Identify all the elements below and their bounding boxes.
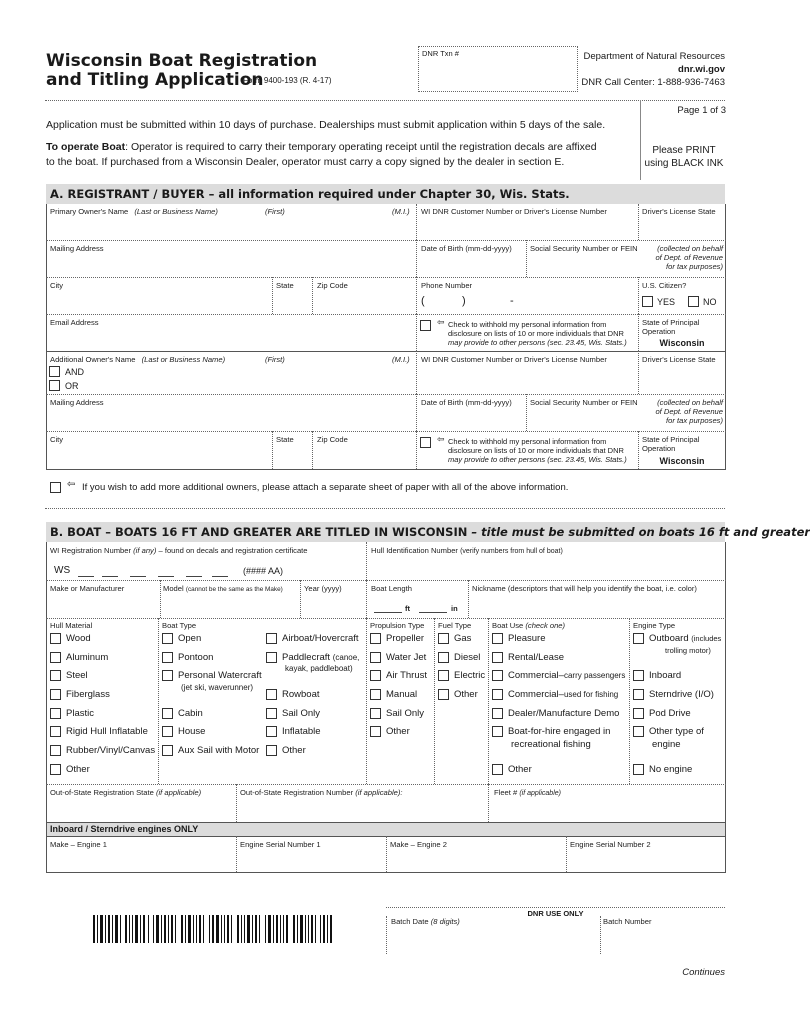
fuel-gas-checkbox[interactable] (438, 633, 449, 644)
hull-wood-option[interactable]: Wood (50, 633, 91, 644)
type-inflatable-option[interactable]: Inflatable (266, 726, 321, 737)
fleet-input[interactable] (490, 798, 723, 820)
wi-reg-label: WI Registration Number (if any) – found on decals and registration certificate (50, 546, 308, 555)
boat-length-label: Boat Length (371, 584, 412, 593)
fuel-type-label: Fuel Type (438, 621, 472, 630)
prop-other-option[interactable]: Other (370, 726, 410, 737)
make-input[interactable] (48, 594, 158, 616)
engine-outboard-option[interactable]: Outboard (includes (633, 633, 721, 644)
operate-boat-instructions: : Operator is required to carry their temporary operating receipt until the registration decals are affixed (125, 141, 597, 153)
phone-label: Phone Number (421, 281, 473, 290)
batch-date-label: Batch Date (8 digits) (391, 917, 460, 926)
more-owners-text: If you wish to add more additional owners, please attach a separate sheet of paper with all of the above information. (82, 482, 569, 493)
additional-dl-state-label: Driver's License State (642, 355, 716, 364)
print-box (640, 100, 726, 180)
type-aux-sail-option[interactable]: Aux Sail with Motor (162, 745, 259, 756)
section-a-heading: A. REGISTRANT / BUYER – all information required under Chapter 30, Wis. Stats. (46, 184, 725, 204)
withhold2-text-3: may provide to other persons (sec. 23.45, Wis. Stats.) (448, 455, 627, 464)
ssn-label: Social Security Number or FEIN (530, 244, 638, 253)
engine-type-label: Engine Type (633, 621, 676, 630)
additional-owner-input[interactable] (80, 365, 414, 391)
call-center: DNR Call Center: 1-888-936-7463 (581, 77, 725, 88)
propulsion-label: Propulsion Type (370, 621, 425, 630)
hull-plastic-checkbox[interactable] (50, 708, 61, 719)
withhold-text-2: disclosure on lists of 10 or more individuals that DNR (448, 329, 624, 338)
operate-boat-text (46, 140, 646, 155)
additional-dl-state-input[interactable] (640, 365, 724, 391)
fuel-electric-checkbox[interactable] (438, 670, 449, 681)
type-house-option[interactable]: House (162, 726, 205, 737)
primary-owner-input[interactable] (48, 217, 414, 239)
engine-outboard-checkbox[interactable] (633, 633, 644, 644)
arrow-left-icon: ⇦ (67, 479, 76, 490)
pwc-note: (jet ski, waverunner) (181, 683, 254, 692)
use-boat-for-hire-checkbox[interactable] (492, 726, 503, 737)
us-citizen-no-label: NO (703, 297, 717, 307)
arrow-left-icon: ⇦ (437, 317, 445, 327)
type-open-option[interactable]: Open (162, 633, 201, 644)
use-pleasure-checkbox[interactable] (492, 633, 503, 644)
hull-material-label: Hull Material (50, 621, 93, 630)
fuel-gas-option[interactable]: Gas (438, 633, 471, 644)
hull-aluminum-option[interactable]: Aluminum (50, 652, 108, 663)
type-paddlecraft-checkbox[interactable] (266, 652, 277, 663)
primary-owner-label: Primary Owner's Name (Last or Business Name) (50, 207, 218, 216)
city-input[interactable] (48, 291, 270, 313)
phone-dash: - (510, 295, 514, 307)
engine-sterndrive-option[interactable]: Sterndrive (I/O) (633, 689, 714, 700)
additional-zip-input[interactable] (314, 445, 414, 467)
model-input[interactable] (162, 594, 300, 616)
oos-number-label: Out-of-State Registration Number (if applicable): (240, 788, 403, 797)
city-label: City (50, 281, 64, 290)
prop-propeller-checkbox[interactable] (370, 633, 381, 644)
ws-prefix: WS (54, 565, 71, 576)
dl-state-label: Driver's License State (642, 207, 716, 216)
dnr-customer-label: WI DNR Customer Number or Driver's License Number (421, 207, 607, 216)
year-input[interactable] (302, 594, 364, 616)
serial-engine1-input[interactable] (238, 850, 384, 870)
dnr-customer-input[interactable] (418, 217, 638, 239)
use-boat-for-hire-option[interactable]: Boat-for-hire engaged in (492, 726, 610, 737)
make-engine2-label: Make – Engine 2 (390, 840, 447, 849)
hull-other-checkbox[interactable] (50, 764, 61, 775)
additional-mailing-label: Mailing Address (50, 398, 104, 407)
header-divider (45, 100, 725, 101)
type-airboat-option[interactable]: Airboat/Hovercraft (266, 633, 359, 644)
form-number: Form 9400-193 (R. 4-17) (243, 76, 332, 85)
additional-ssn-note-3: for tax purposes) (666, 416, 723, 425)
withhold2-text-1: Check to withhold my personal information from (448, 437, 607, 446)
fuel-electric-option[interactable]: Electric (438, 670, 485, 681)
or-label: OR (65, 381, 79, 391)
ws-format-hint: (#### AA) (243, 566, 284, 576)
additional-mi-label: (M.I.) (392, 355, 410, 364)
hull-plastic-option[interactable]: Plastic (50, 708, 94, 719)
and-checkbox[interactable] (49, 366, 60, 377)
state-operation-label-1: State of Principal (642, 318, 700, 327)
type-sail-only-checkbox[interactable] (266, 708, 277, 719)
withhold-text-3: may provide to other persons (sec. 23.45, Wis. Stats.) (448, 338, 627, 347)
additional-ssn-label: Social Security Number or FEIN (530, 398, 638, 407)
additional-mailing-input[interactable] (48, 408, 414, 430)
additional-state-op-label-2: Operation (642, 444, 676, 453)
type-rowboat-option[interactable]: Rowboat (266, 689, 320, 700)
use-commercial-fishing-option[interactable]: Commercial–used for fishing (492, 689, 618, 700)
type-aux-sail-checkbox[interactable] (162, 745, 173, 756)
hull-steel-checkbox[interactable] (50, 670, 61, 681)
dob-label: Date of Birth (mm-dd-yyyy) (421, 244, 512, 253)
additional-city-label: City (50, 435, 64, 444)
hull-fiberglass-option[interactable]: Fiberglass (50, 689, 110, 700)
hull-rigid-inflatable-checkbox[interactable] (50, 726, 61, 737)
prop-sail-checkbox[interactable] (370, 708, 381, 719)
dob-input[interactable] (418, 254, 524, 276)
form-title-line2: and Titling Application (46, 70, 264, 90)
withhold-info-checkbox-2[interactable] (420, 437, 431, 448)
section-b-heading: B. BOAT – BOATS 16 FT AND GREATER ARE TITLED IN WISCONSIN – title must be submitted on boats 16 ft and greater (46, 522, 725, 542)
year-label: Year (yyyy) (304, 584, 342, 593)
mi-label: (M.I.) (392, 207, 410, 216)
additional-dob-label: Date of Birth (mm-dd-yyyy) (421, 398, 512, 407)
engine-none-option[interactable]: No engine (633, 764, 692, 775)
make-engine2-input[interactable] (388, 850, 564, 870)
ssn-note-3: for tax purposes) (666, 262, 723, 271)
hull-id-input[interactable] (368, 558, 723, 578)
type-pontoon-option[interactable]: Pontoon (162, 652, 213, 663)
use-rental-checkbox[interactable] (492, 652, 503, 663)
paddle-note: kayak, paddleboat) (285, 664, 353, 673)
barcode (93, 915, 333, 943)
make-engine1-label: Make – Engine 1 (50, 840, 107, 849)
continues-label: Continues (682, 967, 725, 978)
serial-engine1-label: Engine Serial Number 1 (240, 840, 321, 849)
engine-inboard-option[interactable]: Inboard (633, 670, 681, 681)
dl-state-input[interactable] (640, 217, 724, 239)
ink-instruction: using BLACK INK (644, 158, 724, 169)
or-checkbox[interactable] (49, 380, 60, 391)
dnr-use-only-label: DNR USE ONLY (527, 909, 584, 918)
us-citizen-yes-checkbox[interactable] (642, 296, 653, 307)
type-paddlecraft-option[interactable]: Paddlecraft (canoe, (266, 652, 359, 663)
email-label: Email Address (50, 318, 99, 327)
engine-pod-checkbox[interactable] (633, 708, 644, 719)
engine-pod-option[interactable]: Pod Drive (633, 708, 691, 719)
print-instruction: Please PRINT (652, 145, 716, 156)
inboard-heading: Inboard / Sterndrive engines ONLY (50, 824, 199, 834)
mailing-address-label: Mailing Address (50, 244, 104, 253)
type-pontoon-checkbox[interactable] (162, 652, 173, 663)
additional-zip-label: Zip Code (317, 435, 348, 444)
type-inflatable-checkbox[interactable] (266, 726, 277, 737)
state-operation-label-2: Operation (642, 327, 676, 336)
hull-other-option[interactable]: Other (50, 764, 90, 775)
wi-reg-input[interactable] (76, 560, 236, 578)
engine-none-checkbox[interactable] (633, 764, 644, 775)
ssn-note-2: of Dept. of Revenue (655, 253, 723, 262)
nickname-input[interactable] (470, 594, 723, 616)
hull-fiberglass-checkbox[interactable] (50, 689, 61, 700)
type-cabin-option[interactable]: Cabin (162, 708, 203, 719)
type-other-option[interactable]: Other (266, 745, 306, 756)
batch-number-label: Batch Number (603, 917, 652, 926)
use-commercial-fishing-checkbox[interactable] (492, 689, 503, 700)
phone-close-paren: ) (462, 295, 466, 307)
withhold-info-checkbox-1[interactable] (420, 320, 431, 331)
zip-input[interactable] (314, 291, 414, 313)
us-citizen-no-checkbox[interactable] (688, 296, 699, 307)
engine-other-checkbox[interactable] (633, 726, 644, 737)
outboard-note: trolling motor) (665, 646, 711, 655)
engine-sterndrive-checkbox[interactable] (633, 689, 644, 700)
boat-type-label: Boat Type (162, 621, 197, 630)
oos-state-label: Out-of-State Registration State (if applicable) (50, 788, 202, 797)
prop-airthrust-option[interactable]: Air Thrust (370, 670, 427, 681)
engine-inboard-checkbox[interactable] (633, 670, 644, 681)
oos-state-input[interactable] (48, 798, 234, 820)
agency-name: Department of Natural Resources (583, 51, 725, 62)
feet-unit: ft (405, 604, 410, 613)
type-pwc-option[interactable]: Personal Watercraft (162, 670, 262, 681)
ssn-note-1: (collected on behalf (657, 244, 723, 253)
prop-airthrust-checkbox[interactable] (370, 670, 381, 681)
mailing-address-input[interactable] (48, 254, 414, 276)
page-number: Page 1 of 3 (677, 105, 726, 116)
hull-rubber-option[interactable]: Rubber/Vinyl/Canvas (50, 745, 155, 756)
additional-ssn-note-2: of Dept. of Revenue (655, 407, 723, 416)
use-dealer-demo-option[interactable]: Dealer/Manufacture Demo (492, 708, 619, 719)
zip-label: Zip Code (317, 281, 348, 290)
ssn-input[interactable] (528, 254, 638, 276)
additional-dnr-customer-input[interactable] (418, 365, 638, 391)
fuel-other-checkbox[interactable] (438, 689, 449, 700)
prop-waterjet-option[interactable]: Water Jet (370, 652, 426, 663)
use-rental-option[interactable]: Rental/Lease (492, 652, 564, 663)
boat-length-input[interactable] (372, 598, 468, 614)
operate-boat-label: To operate Boat (46, 141, 126, 153)
withhold-text-1: Check to withhold my personal information from (448, 320, 607, 329)
prop-manual-checkbox[interactable] (370, 689, 381, 700)
phone-open-paren: ( (421, 295, 425, 307)
phone-input[interactable] (418, 291, 638, 313)
prop-propeller-option[interactable]: Propeller (370, 633, 424, 644)
additional-owner-label: Additional Owner's Name (Last or Business Name) (50, 355, 226, 364)
additional-state-op-value: Wisconsin (659, 456, 705, 466)
us-citizen-yes-label: YES (657, 297, 676, 307)
other-engine-line2: engine (652, 739, 681, 750)
boat-for-hire-line2: recreational fishing (511, 739, 591, 750)
boat-use-label: Boat Use (check one) (492, 621, 566, 630)
make-engine1-input[interactable] (48, 850, 234, 870)
dnr-txn-label: DNR Txn # (422, 49, 459, 58)
use-other-option[interactable]: Other (492, 764, 532, 775)
hull-rubber-checkbox[interactable] (50, 745, 61, 756)
type-rowboat-checkbox[interactable] (266, 689, 277, 700)
additional-ssn-input[interactable] (528, 408, 638, 430)
prop-waterjet-checkbox[interactable] (370, 652, 381, 663)
prop-sail-option[interactable]: Sail Only (370, 708, 424, 719)
fuel-diesel-option[interactable]: Diesel (438, 652, 480, 663)
type-cabin-checkbox[interactable] (162, 708, 173, 719)
agency-website[interactable]: dnr.wi.gov (678, 64, 725, 75)
make-label: Make or Manufacturer (50, 584, 125, 593)
email-input[interactable] (48, 328, 414, 350)
serial-engine2-input[interactable] (568, 850, 723, 870)
inches-unit: in (451, 604, 458, 613)
and-label: AND (65, 367, 85, 377)
use-pleasure-option[interactable]: Pleasure (492, 633, 546, 644)
fleet-label: Fleet # (if applicable) (494, 788, 561, 797)
arrow-left-icon: ⇦ (437, 434, 445, 444)
state-label: State (276, 281, 294, 290)
type-house-checkbox[interactable] (162, 726, 173, 737)
nickname-label: Nickname (descriptors that will help you identify the boat, i.e. color) (472, 584, 697, 593)
state-operation-value: Wisconsin (659, 338, 705, 348)
use-commercial-passengers-checkbox[interactable] (492, 670, 503, 681)
additional-dob-input[interactable] (418, 408, 524, 430)
first-name-label: (First) (265, 207, 285, 216)
engine-other-option[interactable]: Other type of (633, 726, 704, 737)
hull-steel-option[interactable]: Steel (50, 670, 88, 681)
form-title-line1: Wisconsin Boat Registration (46, 51, 318, 71)
hull-aluminum-checkbox[interactable] (50, 652, 61, 663)
additional-first-label: (First) (265, 355, 285, 364)
batch-date-input[interactable] (388, 928, 598, 952)
type-airboat-checkbox[interactable] (266, 633, 277, 644)
type-open-checkbox[interactable] (162, 633, 173, 644)
additional-city-input[interactable] (48, 445, 270, 467)
hull-rigid-inflatable-option[interactable]: Rigid Hull Inflatable (50, 726, 148, 737)
additional-ssn-note-1: (collected on behalf (657, 398, 723, 407)
serial-engine2-label: Engine Serial Number 2 (570, 840, 651, 849)
type-pwc-checkbox[interactable] (162, 670, 173, 681)
model-label: Model (cannot be the same as the Make) (163, 584, 283, 593)
more-owners-checkbox[interactable] (50, 482, 61, 493)
batch-number-input[interactable] (602, 928, 723, 952)
use-other-checkbox[interactable] (492, 764, 503, 775)
operate-boat-text-line2: to the boat. If purchased from a Wisconsin Dealer, operator must carry a copy signed by the dealer in section E. (46, 156, 565, 168)
use-commercial-passengers-option[interactable]: Commercial–carry passengers (492, 670, 625, 681)
type-sail-only-option[interactable]: Sail Only (266, 708, 320, 719)
state-input[interactable] (274, 291, 310, 313)
prop-other-checkbox[interactable] (370, 726, 381, 737)
dnr-use-box (386, 907, 725, 954)
hull-id-label: Hull Identification Number (verify numbers from hull of boat) (371, 546, 563, 555)
fuel-diesel-checkbox[interactable] (438, 652, 449, 663)
additional-state-label: State (276, 435, 294, 444)
withhold2-text-2: disclosure on lists of 10 or more individuals that DNR (448, 446, 624, 455)
additional-state-op-label-1: State of Principal (642, 435, 700, 444)
use-dealer-demo-checkbox[interactable] (492, 708, 503, 719)
submit-deadline-text: Application must be submitted within 10 days of purchase. Dealerships must submit application within 5 days of the sale. (46, 119, 606, 131)
additional-state-input[interactable] (274, 445, 310, 467)
prop-manual-option[interactable]: Manual (370, 689, 417, 700)
additional-dnr-customer-label: WI DNR Customer Number or Driver's License Number (421, 355, 607, 364)
oos-number-input[interactable] (238, 798, 486, 820)
type-other-checkbox[interactable] (266, 745, 277, 756)
fuel-other-option[interactable]: Other (438, 689, 478, 700)
hull-wood-checkbox[interactable] (50, 633, 61, 644)
us-citizen-label: U.S. Citizen? (642, 281, 687, 290)
